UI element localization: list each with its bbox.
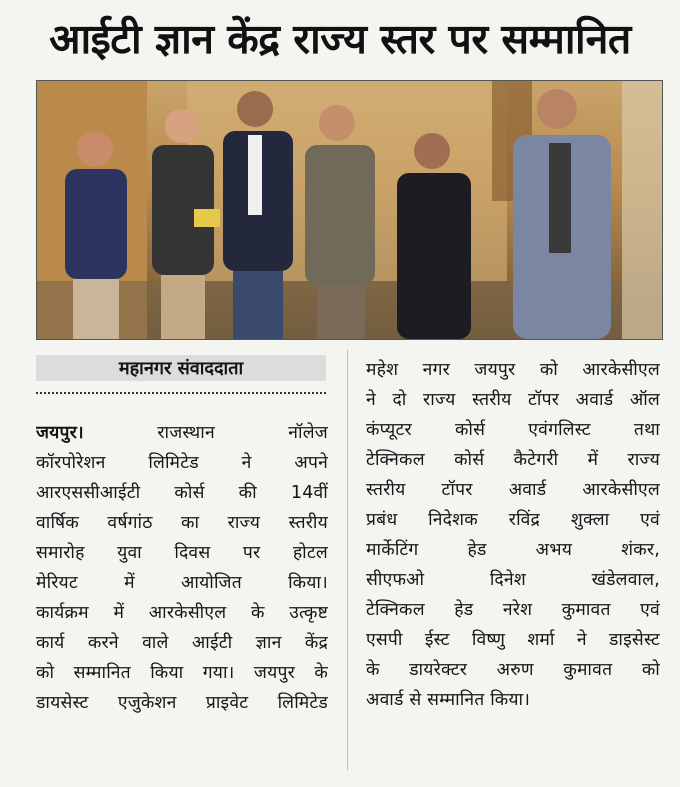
column-2-line: महेश नगर जयपुर को आरकेसीएल: [366, 360, 660, 380]
column-2-line: टेक्निकल कोर्स कैटेगरी में राज्य: [366, 450, 660, 470]
column-1-line: वार्षिक वर्षगांठ का राज्य स्तरीय: [36, 513, 328, 533]
column-divider: [347, 350, 348, 770]
column-2-line: अवार्ड से सम्मानित किया।: [366, 690, 531, 710]
article-column-2: [366, 355, 660, 715]
column-2-line: स्तरीय टॉपर अवार्ड आरकेसीएल: [366, 480, 660, 500]
column-1-line: कॉरपोरेशन लिमिटेड ने अपने: [36, 453, 328, 473]
column-2-line: सीएफओ दिनेश खंडेलवाल,: [366, 570, 660, 590]
dateline: जयपुर।: [36, 423, 84, 443]
right-wall: [622, 81, 662, 339]
column-2-line: टेक्निकल हेड नरेश कुमावत एवं: [366, 600, 660, 620]
column-1-line: कार्य करने वाले आईटी ज्ञान केंद्र: [36, 633, 328, 653]
group-photo-icon: [37, 81, 662, 339]
column-2-line: एसपी ईस्ट विष्णु शर्मा ने डाइसेस्ट: [366, 630, 660, 650]
column-2-line: के डायरेक्टर अरुण कुमावत को: [366, 660, 660, 680]
column-1-line: मेरियट में आयोजित किया।: [36, 573, 328, 593]
byline-divider: [36, 392, 326, 394]
column-1-line: डायसेस्ट एजुकेशन प्राइवेट लिमिटेड: [36, 693, 328, 713]
article-column-1: [36, 418, 328, 718]
column-1-line-text: राजस्थान नॉलेज: [157, 423, 328, 443]
award-ceremony-photo: [36, 80, 663, 340]
column-2-line: कंप्यूटर कोर्स एवंगलिस्ट तथा: [366, 420, 660, 440]
column-2-line: प्रबंध निदेशक रविंद्र शुक्ला एवं: [366, 510, 660, 530]
column-1-line: समारोह युवा दिवस पर होटल: [36, 543, 328, 563]
column-1-line: कार्यक्रम में आरकेसीएल के उत्कृष्ट: [36, 603, 328, 623]
column-2-line: मार्केटिंग हेड अभय शंकर,: [366, 540, 660, 560]
column-1-line: को सम्मानित किया गया। जयपुर के: [36, 663, 328, 683]
byline: महानगर संवाददाता: [36, 355, 326, 381]
column-1-line: [36, 418, 328, 448]
column-1-line: आरएससीआईटी कोर्स की 14वीं: [36, 483, 328, 503]
headline: आईटी ज्ञान केंद्र राज्य स्तर पर सम्मानित: [49, 15, 631, 63]
column-2-line: ने दो राज्य स्तरीय टॉपर अवार्ड ऑल: [366, 390, 660, 410]
